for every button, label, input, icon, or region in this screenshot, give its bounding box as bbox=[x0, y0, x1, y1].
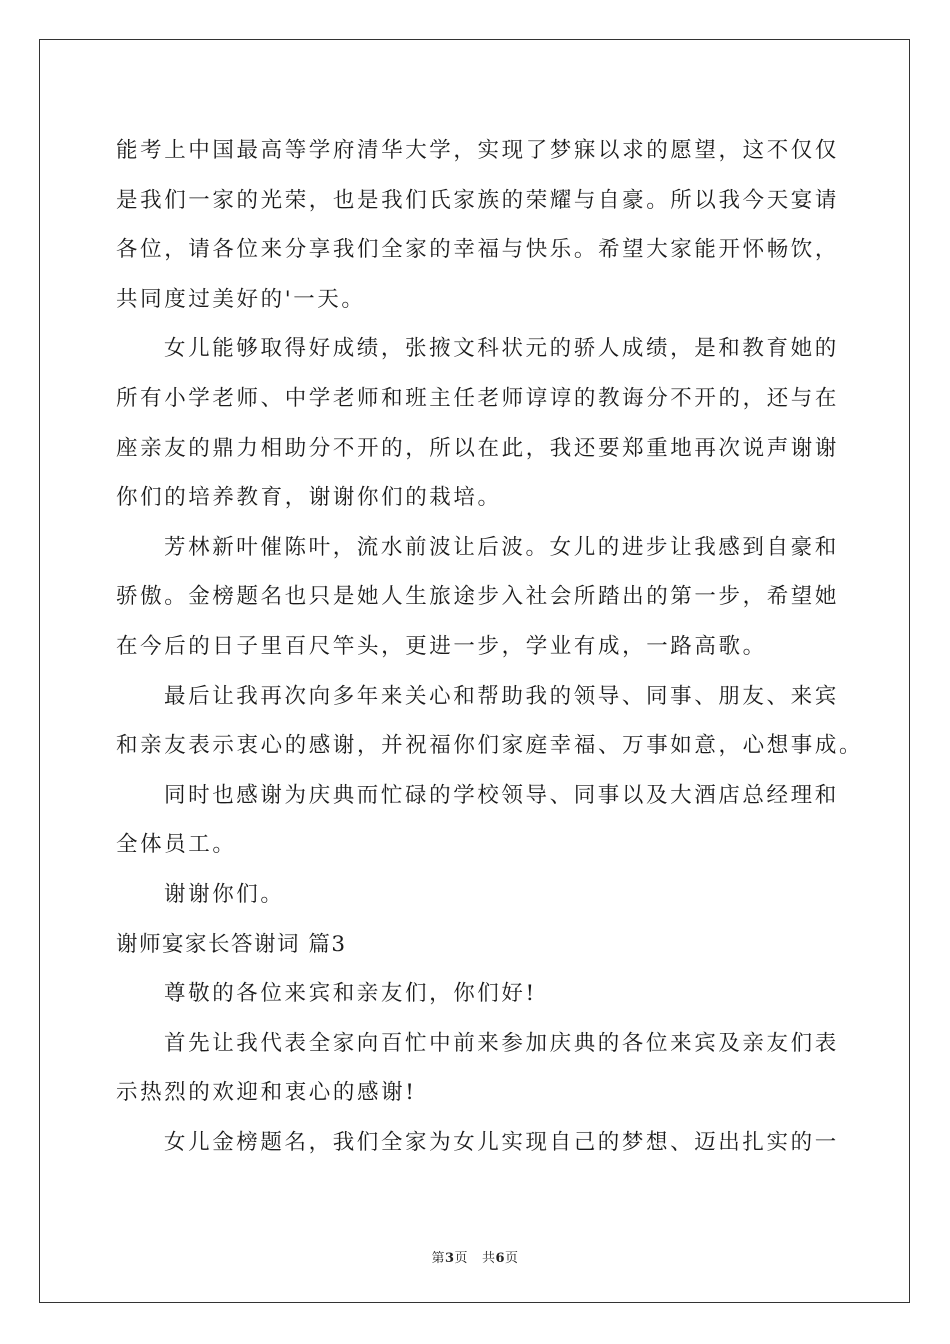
footer-total-suffix: 页 bbox=[505, 1251, 519, 1266]
text-line: 是我们一家的光荣，也是我们氏家族的荣耀与自豪。所以我今天宴请 bbox=[116, 187, 840, 213]
text-line: 和亲友表示衷心的感谢，并祝福你们家庭幸福、万事如意，心想事成。 bbox=[116, 733, 864, 759]
text-line: 首先让我代表全家向百忙中前来参加庆典的各位来宾及亲友们表 bbox=[164, 1030, 839, 1056]
footer-current-page: 3 bbox=[444, 1251, 455, 1266]
text-line: 最后让我再次向多年来关心和帮助我的领导、同事、朋友、来宾 bbox=[164, 683, 839, 709]
footer-page-prefix: 第 bbox=[431, 1251, 445, 1266]
text-line: 所有小学老师、中学老师和班主任老师谆谆的教诲分不开的，还与在 bbox=[116, 385, 840, 411]
text-line: 骄傲。金榜题名也只是她人生旅途步入社会所踏出的第一步，希望她 bbox=[116, 584, 840, 610]
text-line: 谢谢你们。 bbox=[164, 881, 285, 907]
text-line: 同时也感谢为庆典而忙碌的学校领导、同事以及大酒店总经理和 bbox=[164, 782, 839, 808]
footer-page-suffix: 页 bbox=[454, 1251, 469, 1266]
text-line: 你们的培养教育，谢谢你们的栽培。 bbox=[116, 485, 502, 511]
footer-total-prefix: 共 bbox=[481, 1251, 496, 1266]
text-line: 座亲友的鼎力相助分不开的，所以在此，我还要郑重地再次说声谢谢 bbox=[116, 435, 840, 461]
text-line: 尊敬的各位来宾和亲友们，你们好! bbox=[164, 981, 537, 1007]
document-body bbox=[116, 126, 864, 1167]
text-line: 各位，请各位来分享我们全家的幸福与快乐。希望大家能开怀畅饮， bbox=[116, 237, 840, 263]
text-line: 芳林新叶催陈叶，流水前波让后波。女儿的进步让我感到自豪和 bbox=[164, 534, 839, 560]
footer-total-pages: 6 bbox=[495, 1251, 506, 1266]
text-line: 示热烈的欢迎和衷心的感谢! bbox=[116, 1080, 417, 1106]
text-line: 女儿能够取得好成绩，张掖文科状元的骄人成绩，是和教育她的 bbox=[164, 336, 839, 362]
text-line: 全体员工。 bbox=[116, 832, 237, 858]
page-footer bbox=[0, 1247, 950, 1266]
text-line: 能考上中国最高等学府清华大学，实现了梦寐以求的愿望，这不仅仅 bbox=[116, 138, 840, 163]
text-line: 女儿金榜题名，我们全家为女儿实现自己的梦想、迈出扎实的一 bbox=[164, 1129, 839, 1155]
section-heading: 谢师宴家长答谢词 篇3 bbox=[116, 931, 347, 957]
text-line: 在今后的日子里百尺竿头，更进一步，学业有成，一路高歌。 bbox=[116, 633, 767, 659]
text-line: 共同度过美好的'一天。 bbox=[116, 286, 366, 312]
